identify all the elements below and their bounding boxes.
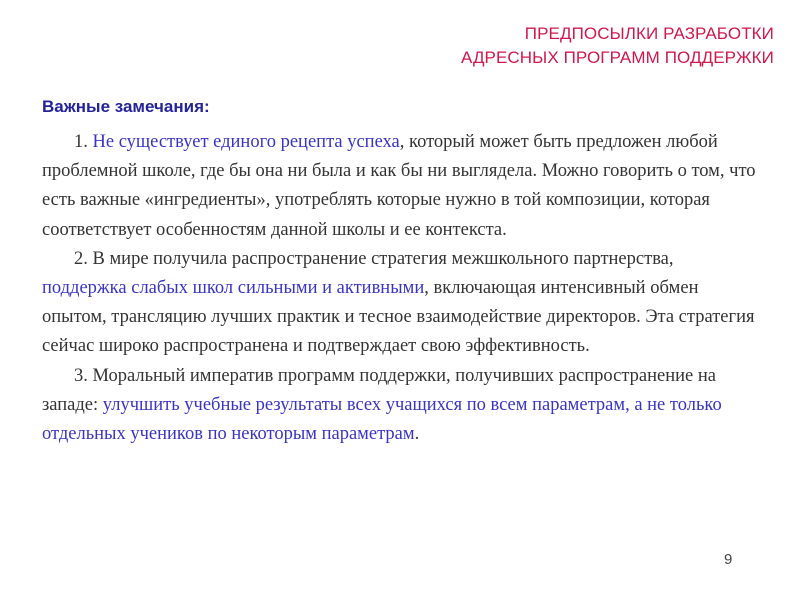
paragraph-3 <box>42 362 758 450</box>
paragraph-3-text-end: . <box>414 424 420 445</box>
paragraph-2-text-end: , включающая интенсивный обмен опытом, трансляцию лучших практик и тесное взаимодействие директоров. Эта стратегия сейчас широко распространена и подтверждает свою эффективность. <box>42 278 755 357</box>
page-number: 9 <box>724 551 733 568</box>
paragraph-3-text-start: 3. Моральный императив программ поддержки, получивших распространение на западе: <box>42 365 716 415</box>
paragraph-1 <box>42 128 758 245</box>
paragraph-1-number: 1. <box>74 132 93 152</box>
paragraph-3-highlight: улучшить учебные результаты всех учащихся по всем параметрам, а не только отдельных учеников по некоторым параметрам <box>42 394 722 445</box>
paragraph-1-text: , который может быть предложен любой проблемной школе, где бы она ни была и как бы ни выглядела. Можно говорить о том, что есть важные «ингредиенты», употреблять которые нужно в той композиции, которая соответствует особенностям данной школы и ее контекста. <box>42 132 756 240</box>
slide-body <box>42 128 758 449</box>
paragraph-2-text-start: 2. В мире получила распространение стратегия межшкольного партнерства, <box>74 248 674 269</box>
paragraph-2-highlight: поддержка слабых школ сильными и активными <box>42 278 425 299</box>
section-heading: Важные замечания: <box>42 97 210 116</box>
slide-title-line-1: ПРЕДПОСЫЛКИ РАЗРАБОТКИ <box>524 24 774 43</box>
slide-title-line-2: АДРЕСНЫХ ПРОГРАММ ПОДДЕРЖКИ <box>460 48 774 67</box>
slide-title <box>461 22 774 70</box>
paragraph-2 <box>42 245 758 362</box>
paragraph-1-highlight: Не существует единого рецепта успеха <box>92 132 400 152</box>
